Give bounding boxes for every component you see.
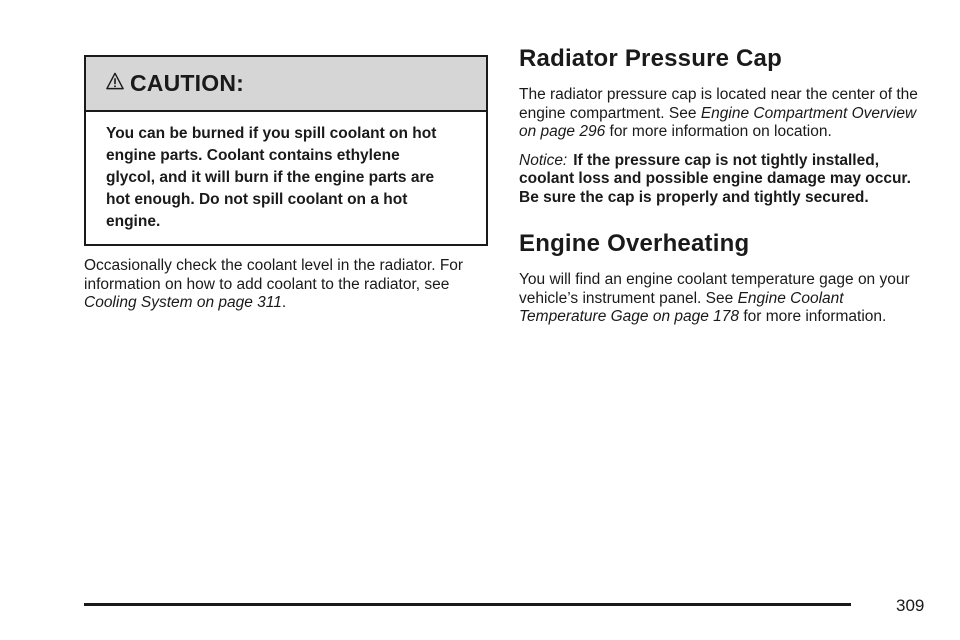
engine-overheating-paragraph <box>519 271 924 327</box>
radiator-cap-suffix: for more information on location. <box>605 123 832 140</box>
temperature-gage-reference: Engine Coolant Temperature Gage on page 178 <box>519 289 844 325</box>
notice-text: If the pressure cap is not tightly installed, coolant loss and possible engine damage may occur. Be sure the cap is properly and tightly secured. <box>519 151 911 206</box>
page-number: 309 <box>896 596 925 615</box>
radiator-cap-heading: Radiator Pressure Cap <box>519 45 782 72</box>
caution-title: CAUTION: <box>130 70 245 96</box>
overheating-text: You will find an engine coolant temperature gage on your vehicle’s instrument panel. See <box>519 271 910 307</box>
caution-box <box>84 55 488 246</box>
notice-paragraph <box>519 152 924 208</box>
warning-triangle-icon <box>106 72 124 90</box>
coolant-check-text: Occasionally check the coolant level in the radiator. For information on how to add coolant to the radiator, see <box>84 257 464 293</box>
radiator-cap-paragraph <box>519 86 924 142</box>
footer-rule <box>84 603 851 606</box>
right-column <box>519 44 924 327</box>
coolant-check-paragraph <box>84 257 489 313</box>
engine-overheating-heading: Engine Overheating <box>519 230 750 257</box>
caution-text: You can be burned if you spill coolant on hot engine parts. Coolant contains ethylene glycol, and it will burn if the engine parts are hot enough. Do not spill coolant on a hot engine. <box>106 125 437 230</box>
coolant-check-suffix: . <box>281 294 287 311</box>
engine-compartment-reference: Engine Compartment Overview on page 296 <box>519 104 917 140</box>
radiator-cap-text: The radiator pressure cap is located near the center of the engine compartment. See <box>519 86 918 122</box>
notice-label: Notice: <box>519 151 568 169</box>
cooling-system-reference: Cooling System on page 311 <box>84 294 282 311</box>
overheating-suffix: for more information. <box>739 308 887 325</box>
caution-header <box>86 57 486 112</box>
